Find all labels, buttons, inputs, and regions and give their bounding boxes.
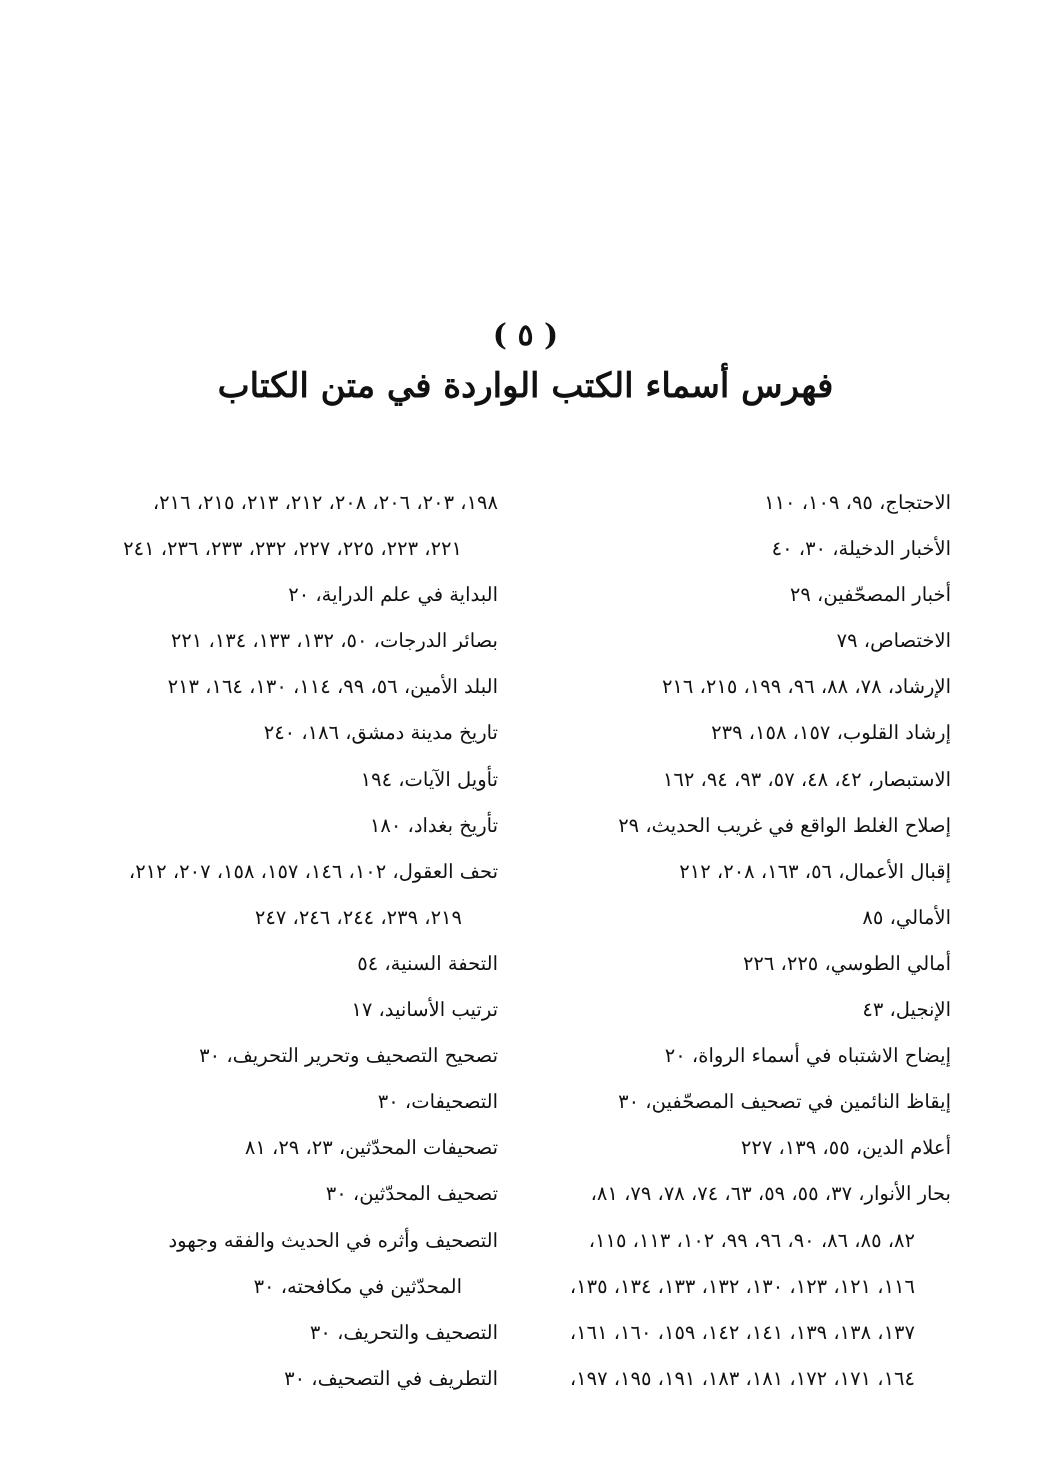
index-entry-text: الإرشاد، ٧٨، ٨٨، ٩٦، ١٩٩، ٢١٥، ٢١٦ (661, 675, 951, 699)
index-entry-text: بحار الأنوار، ٣٧، ٥٥، ٥٩، ٦٣، ٧٤، ٧٨، ٧٩، ٨١، (590, 1182, 951, 1206)
index-entry-continuation: ١٦٤، ١٧١، ١٧٢، ١٨١، ١٨٣، ١٩١، ١٩٥، ١٩٧، (569, 1366, 915, 1390)
index-entry-text: الأخبار الدخيلة، ٣٠، ٤٠ (771, 537, 951, 561)
index-entry-continuation: ١٣٧، ١٣٨، ١٣٩، ١٤١، ١٤٢، ١٥٩، ١٦٠، ١٦١، (569, 1320, 915, 1344)
index-entry-continuation: ٢٢١، ٢٢٣، ٢٢٥، ٢٢٧، ٢٣٢، ٢٣٣، ٢٣٦، ٢٤١ (123, 537, 462, 561)
index-entry-text: ١٩٨، ٢٠٣، ٢٠٦، ٢٠٨، ٢١٢، ٢١٣، ٢١٥، ٢١٦، (152, 491, 498, 514)
index-entry-text: تأويل الآيات، ١٩٤ (360, 767, 498, 791)
index-entry (48, 849, 498, 941)
index-entry (48, 941, 498, 987)
index-entry-text: إيقاظ النائمين في تصحيف المصحّفين، ٣٠ (618, 1090, 951, 1114)
index-entry-text: تصحيف المحدّثين، ٣٠ (325, 1182, 498, 1206)
index-entry (48, 618, 498, 664)
index-entry (48, 757, 498, 803)
index-entry (48, 987, 498, 1033)
index-entry (501, 849, 951, 895)
index-entry-text: بصائر الدرجات، ٥٠، ١٣٢، ١٣٣، ١٣٤، ٢٢١ (170, 629, 498, 653)
section-number: ( ٥ ) (492, 318, 559, 353)
index-entry-text: أخبار المصحّفين، ٢٩ (789, 583, 951, 607)
index-entry-text: إرشاد القلوب، ١٥٧، ١٥٨، ٢٣٩ (711, 721, 951, 745)
index-entry-continuation: المحدّثين في مكافحته، ٣٠ (253, 1274, 462, 1298)
index-entry (48, 1125, 498, 1171)
index-column-left (48, 480, 498, 1402)
index-entry (501, 480, 951, 526)
index-entry (501, 1171, 951, 1401)
index-entry (48, 1310, 498, 1356)
index-entry (501, 1079, 951, 1125)
index-entry (501, 941, 951, 987)
index-entry (48, 480, 498, 572)
index-entry (501, 1033, 951, 1079)
index-entry-continuation: ١١٦، ١٢١، ١٢٣، ١٣٠، ١٣٢، ١٣٣، ١٣٤، ١٣٥، (569, 1274, 915, 1298)
index-entry-text: التطريف في التصحيف، ٣٠ (284, 1366, 498, 1390)
index-entry-text: التحفة السنية، ٥٤ (357, 951, 498, 975)
index-entry (48, 572, 498, 618)
index-entry-text: تحف العقول، ١٠٢، ١٤٦، ١٥٧، ١٥٨، ٢٠٧، ٢١٢، (128, 859, 498, 883)
index-entry-text: تاريخ مدينة دمشق، ١٨٦، ٢٤٠ (263, 721, 498, 745)
index-entry (501, 757, 951, 803)
index-entry (501, 664, 951, 710)
index-entry (501, 987, 951, 1033)
index-entry-text: إيضاح الاشتباه في أسماء الرواة، ٢٠ (664, 1044, 951, 1068)
index-entry-text: التصحيف والتحريف، ٣٠ (309, 1320, 498, 1344)
index-entry-text: البداية في علم الدراية، ٢٠ (288, 583, 498, 607)
index-entry (48, 1171, 498, 1217)
index-entry-text: تصحيح التصحيف وتحرير التحريف، ٣٠ (199, 1044, 498, 1068)
index-entry-text: التصحيف وأثره في الحديث والفقه وجهود (168, 1228, 498, 1252)
index-entry-text: الإنجيل، ٤٣ (862, 998, 951, 1022)
index-entry (48, 1079, 498, 1125)
index-entry-text: إقبال الأعمال، ٥٦، ١٦٣، ٢٠٨، ٢١٢ (679, 859, 951, 883)
index-entry-text: الاستبصار، ٤٢، ٤٨، ٥٧، ٩٣، ٩٤، ١٦٢ (662, 767, 951, 791)
index-entry (48, 710, 498, 756)
index-entry-text: تأريخ بغداد، ١٨٠ (369, 813, 498, 837)
index-entry-text: التصحيفات، ٣٠ (377, 1090, 498, 1114)
index-entry-text: أعلام الدين، ٥٥، ١٣٩، ٢٢٧ (740, 1136, 951, 1160)
index-entry (48, 803, 498, 849)
index-entry-text: تصحيفات المحدّثين، ٢٣، ٢٩، ٨١ (244, 1136, 498, 1160)
index-entry-continuation: ٢١٩، ٢٣٩، ٢٤٤، ٢٤٦، ٢٤٧ (254, 905, 462, 929)
index-entry-text: الاحتجاج، ٩٥، ١٠٩، ١١٠ (764, 491, 951, 514)
index-entry (48, 1033, 498, 1079)
index-entry (501, 895, 951, 941)
index-column-right (501, 480, 951, 1402)
index-entry (48, 1218, 498, 1310)
index-entry-text: ترتيب الأسانيد، ١٧ (351, 998, 498, 1022)
index-entry-text: الأمالي، ٨٥ (862, 905, 951, 929)
index-entry-text: الاختصاص، ٧٩ (836, 629, 951, 653)
index-entry (48, 664, 498, 710)
index-entry-text: البلد الأمين، ٥٦، ٩٩، ١١٤، ١٣٠، ١٦٤، ٢١٣ (167, 675, 498, 699)
page-title: فهرس أسماء الكتب الواردة في متن الكتاب (217, 366, 834, 406)
index-entry-text: إصلاح الغلط الواقع في غريب الحديث، ٢٩ (618, 813, 951, 837)
index-entry (501, 1125, 951, 1171)
index-entry-continuation: ٨٢، ٨٥، ٨٦، ٩٠، ٩٦، ٩٩، ١٠٢، ١١٣، ١١٥، (588, 1228, 915, 1252)
index-entry (501, 572, 951, 618)
index-entry (501, 803, 951, 849)
index-entry-text: أمالي الطوسي، ٢٢٥، ٢٢٦ (742, 951, 951, 975)
index-entry (501, 526, 951, 572)
index-entry (501, 618, 951, 664)
index-entry (48, 1356, 498, 1402)
index-entry (501, 710, 951, 756)
